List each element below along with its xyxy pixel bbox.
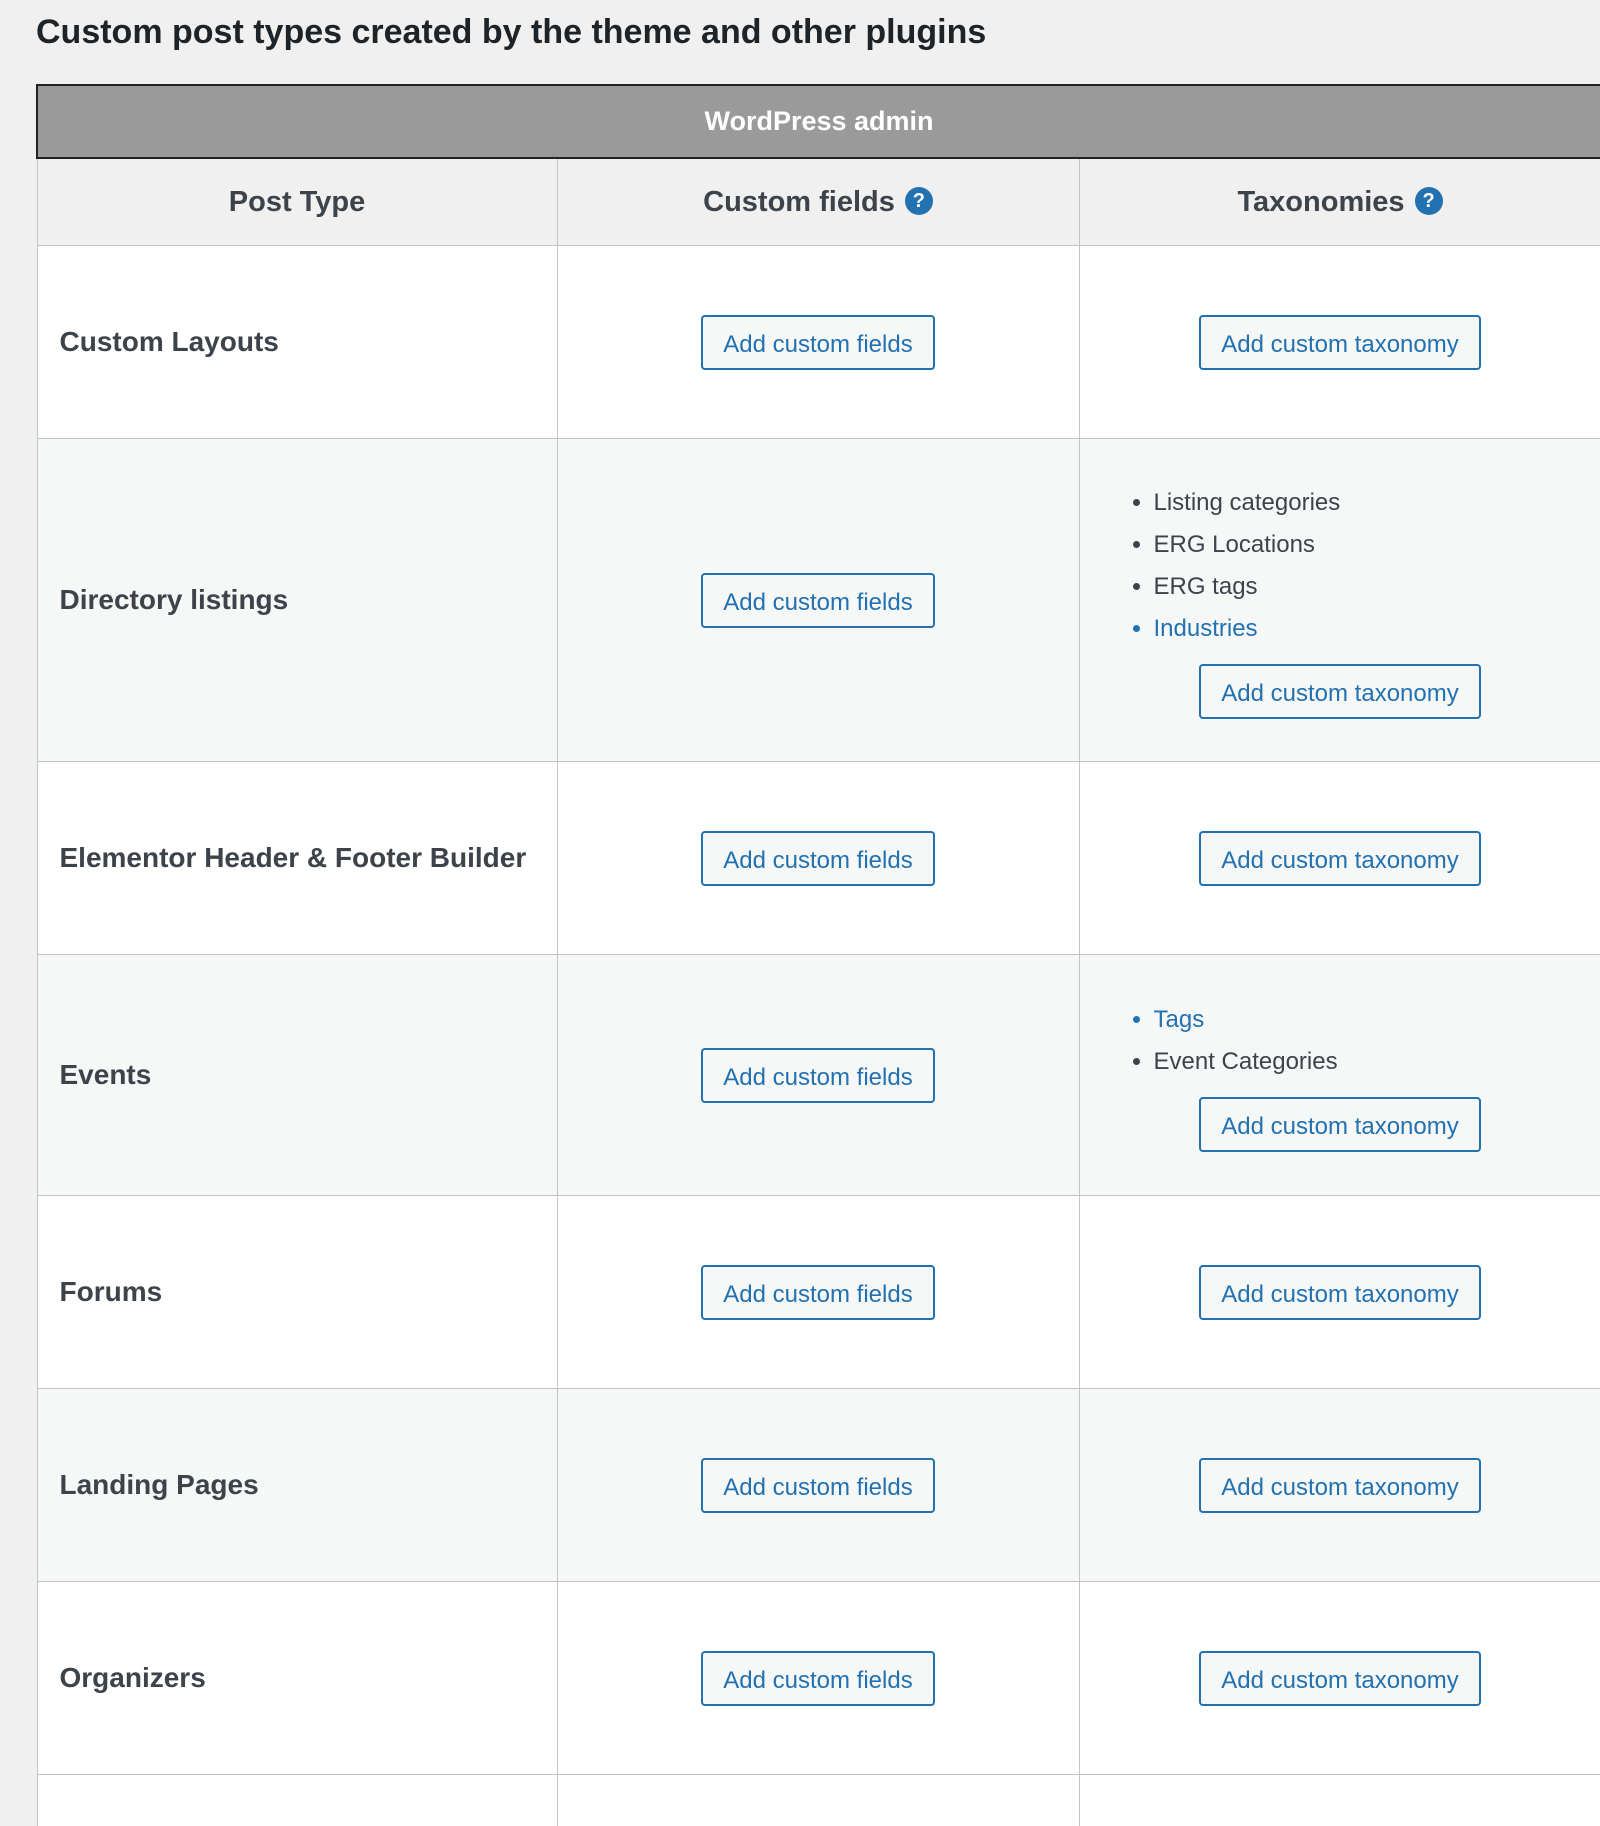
post-types-table-wrapper <box>36 84 1600 1826</box>
taxonomies-cell <box>1079 246 1600 439</box>
taxonomies-cell <box>1079 955 1600 1196</box>
custom-fields-cell <box>557 1389 1079 1582</box>
taxonomies-cell <box>1079 762 1600 955</box>
post-type-name: Organizers <box>37 1582 557 1775</box>
table-cell <box>37 1775 557 1826</box>
page-heading: Custom post types created by the theme and other plugins <box>36 13 987 51</box>
post-type-name: Landing Pages <box>37 1389 557 1582</box>
help-icon[interactable]: ? <box>1415 187 1443 215</box>
column-header-taxonomies-label: Taxonomies <box>1237 185 1405 218</box>
custom-fields-cell <box>557 955 1079 1196</box>
taxonomies-cell <box>1079 439 1600 762</box>
column-header-custom-fields-label: Custom fields <box>703 185 895 218</box>
add-custom-fields-button[interactable]: Add custom fields <box>701 1458 934 1513</box>
column-header-custom-fields <box>557 158 1079 246</box>
table-row <box>37 955 1600 1196</box>
add-custom-taxonomy-button[interactable]: Add custom taxonomy <box>1199 664 1480 719</box>
table-row <box>37 1196 1600 1389</box>
column-header-taxonomies <box>1079 158 1600 246</box>
table-row <box>37 1582 1600 1775</box>
table-row <box>37 439 1600 762</box>
column-header-post-type-label: Post Type <box>228 185 366 218</box>
add-custom-taxonomy-button[interactable]: Add custom taxonomy <box>1199 1651 1480 1706</box>
taxonomy-link[interactable]: • Tags <box>1154 999 1579 1041</box>
taxonomy-item: • Listing categories <box>1154 482 1579 524</box>
taxonomy-list <box>1102 482 1579 650</box>
post-type-name: Elementor Header & Footer Builder <box>37 762 557 955</box>
taxonomies-cell <box>1079 1582 1600 1775</box>
add-custom-taxonomy-button[interactable]: Add custom taxonomy <box>1199 1265 1480 1320</box>
post-type-name: Forums <box>37 1196 557 1389</box>
custom-fields-cell <box>557 762 1079 955</box>
column-header-post-type <box>37 158 557 246</box>
table-row <box>37 762 1600 955</box>
group-header-wordpress-admin: WordPress admin <box>37 85 1600 158</box>
custom-fields-cell <box>557 1582 1079 1775</box>
add-custom-fields-button[interactable]: Add custom fields <box>701 1265 934 1320</box>
post-types-table <box>36 84 1600 1826</box>
table-cell <box>1079 1775 1600 1826</box>
add-custom-taxonomy-button[interactable]: Add custom taxonomy <box>1199 1458 1480 1513</box>
taxonomy-list <box>1102 999 1579 1083</box>
add-custom-fields-button[interactable]: Add custom fields <box>701 831 934 886</box>
add-custom-taxonomy-button[interactable]: Add custom taxonomy <box>1199 831 1480 886</box>
help-icon[interactable]: ? <box>905 187 933 215</box>
add-custom-fields-button[interactable]: Add custom fields <box>701 1048 934 1103</box>
table-cell <box>557 1775 1079 1826</box>
add-custom-taxonomy-button[interactable]: Add custom taxonomy <box>1199 315 1480 370</box>
taxonomy-item: • ERG Locations <box>1154 524 1579 566</box>
taxonomies-cell <box>1079 1196 1600 1389</box>
post-type-name: Custom Layouts <box>37 246 557 439</box>
add-custom-fields-button[interactable]: Add custom fields <box>701 573 934 628</box>
table-row <box>37 1775 1600 1826</box>
taxonomy-item: • Event Categories <box>1154 1041 1579 1083</box>
custom-fields-cell <box>557 246 1079 439</box>
add-custom-fields-button[interactable]: Add custom fields <box>701 1651 934 1706</box>
taxonomies-cell <box>1079 1389 1600 1582</box>
post-type-name: Directory listings <box>37 439 557 762</box>
table-row <box>37 1389 1600 1582</box>
custom-fields-cell <box>557 1196 1079 1389</box>
table-row <box>37 246 1600 439</box>
custom-fields-cell <box>557 439 1079 762</box>
post-type-name: Events <box>37 955 557 1196</box>
add-custom-fields-button[interactable]: Add custom fields <box>701 315 934 370</box>
taxonomy-link[interactable]: • Industries <box>1154 608 1579 650</box>
taxonomy-item: • ERG tags <box>1154 566 1579 608</box>
add-custom-taxonomy-button[interactable]: Add custom taxonomy <box>1199 1097 1480 1152</box>
